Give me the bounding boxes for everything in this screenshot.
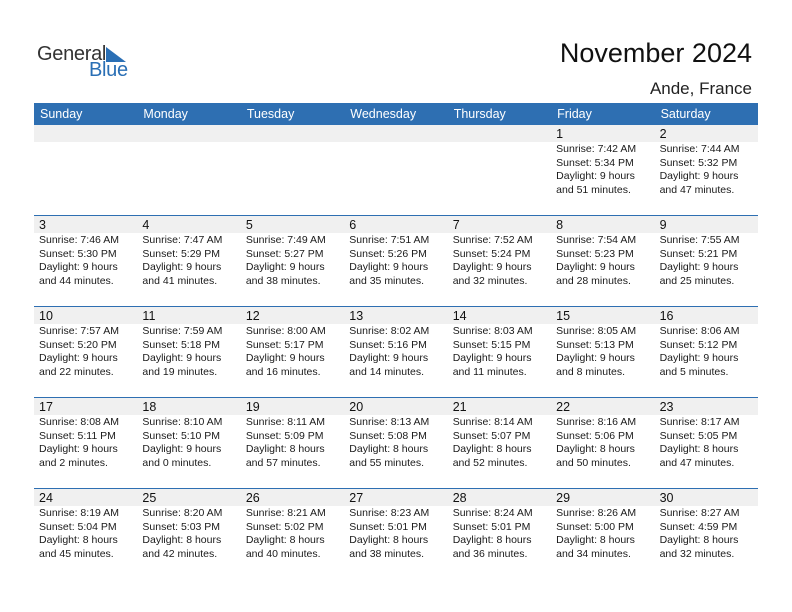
sunrise-text: Sunrise: 8:17 AM: [659, 416, 740, 428]
day-info: [655, 415, 758, 470]
day-number: 13: [344, 307, 447, 324]
daylight-text: Daylight: 8 hours: [142, 534, 222, 546]
day-info: [551, 142, 654, 197]
day-info: [344, 233, 447, 288]
minutes-text: and 34 minutes.: [556, 547, 631, 560]
day-info: [137, 506, 240, 561]
page-title: November 2024: [559, 38, 752, 68]
sunset-text: Sunset: 5:02 PM: [245, 520, 324, 533]
minutes-text: and 57 minutes.: [245, 456, 321, 469]
day-number: 23: [655, 398, 758, 415]
minutes-text: and 55 minutes.: [349, 456, 424, 469]
day-cell: [551, 216, 654, 306]
day-cell: [137, 125, 240, 215]
day-info: [344, 142, 447, 143]
daylight-text: Daylight: 9 hours: [245, 352, 325, 364]
week-row: [34, 488, 758, 579]
day-cell: [655, 398, 758, 488]
calendar: [34, 103, 758, 579]
sunset-text: Sunset: 5:24 PM: [452, 247, 531, 260]
sunset-text: Sunset: 5:27 PM: [245, 247, 324, 260]
day-cell: [655, 307, 758, 397]
location-subtitle: Ande, France: [649, 79, 752, 98]
day-info: [34, 324, 137, 379]
daylight-text: Daylight: 8 hours: [349, 443, 429, 455]
day-info: [34, 142, 137, 143]
day-cell: [551, 398, 654, 488]
sunset-text: Sunset: 5:08 PM: [349, 429, 427, 442]
sunrise-text: Sunrise: 7:51 AM: [349, 234, 430, 246]
day-number: 2: [655, 125, 758, 142]
day-info: [137, 324, 240, 379]
daylight-text: Daylight: 8 hours: [349, 534, 429, 546]
weekday-3: Wednesday: [350, 107, 417, 121]
sunrise-text: Sunrise: 8:19 AM: [39, 507, 119, 519]
sunset-text: Sunset: 5:17 PM: [245, 338, 324, 351]
day-info: [448, 142, 551, 143]
day-number: 18: [137, 398, 240, 415]
sunset-text: Sunset: 4:59 PM: [659, 520, 738, 533]
day-info: [241, 324, 344, 379]
minutes-text: and 28 minutes.: [556, 274, 631, 287]
minutes-text: and 38 minutes.: [349, 547, 424, 560]
daylight-text: Daylight: 9 hours: [556, 352, 635, 364]
sunset-text: Sunset: 5:01 PM: [349, 520, 427, 533]
daylight-text: Daylight: 9 hours: [659, 352, 739, 364]
daylight-text: Daylight: 9 hours: [556, 170, 635, 182]
day-info: [344, 415, 447, 470]
calendar-weeks: [34, 125, 758, 579]
daylight-text: Daylight: 9 hours: [452, 261, 532, 273]
logo: [37, 43, 137, 81]
daylight-text: Daylight: 9 hours: [39, 352, 118, 364]
minutes-text: and 40 minutes.: [245, 547, 321, 560]
minutes-text: and 5 minutes.: [659, 365, 729, 378]
sunrise-text: Sunrise: 8:00 AM: [245, 325, 326, 337]
sunset-text: Sunset: 5:13 PM: [556, 338, 634, 351]
sunrise-text: Sunrise: 8:08 AM: [39, 416, 119, 428]
week-row: [34, 125, 758, 215]
day-cell: [34, 125, 137, 215]
sunrise-text: Sunrise: 8:21 AM: [245, 507, 326, 519]
day-info: [344, 506, 447, 561]
day-number: 21: [448, 398, 551, 415]
weekday-0: Sunday: [40, 107, 83, 121]
day-number: 1: [551, 125, 654, 142]
minutes-text: and 14 minutes.: [349, 365, 424, 378]
day-cell: [241, 125, 344, 215]
day-number: [241, 125, 344, 142]
minutes-text: and 36 minutes.: [452, 547, 528, 560]
daylight-text: Daylight: 9 hours: [142, 443, 222, 455]
day-number: [448, 125, 551, 142]
sunrise-text: Sunrise: 8:23 AM: [349, 507, 430, 519]
day-info: [241, 506, 344, 561]
day-info: [551, 233, 654, 288]
sunrise-text: Sunrise: 7:44 AM: [659, 143, 740, 155]
day-number: 10: [34, 307, 137, 324]
day-cell: [655, 125, 758, 215]
sunrise-text: Sunrise: 8:26 AM: [556, 507, 637, 519]
day-cell: [241, 489, 344, 579]
weekday-6: Saturday: [660, 107, 711, 121]
day-info: [241, 415, 344, 470]
day-cell: [344, 489, 447, 579]
day-number: 25: [137, 489, 240, 506]
day-number: 22: [551, 398, 654, 415]
day-info: [344, 324, 447, 379]
week-row: [34, 306, 758, 397]
day-cell: [34, 216, 137, 306]
minutes-text: and 8 minutes.: [556, 365, 626, 378]
sunset-text: Sunset: 5:21 PM: [659, 247, 738, 260]
daylight-text: Daylight: 8 hours: [556, 534, 635, 546]
day-info: [137, 233, 240, 288]
sunrise-text: Sunrise: 8:03 AM: [452, 325, 533, 337]
weekday-1: Monday: [143, 107, 188, 121]
sunset-text: Sunset: 5:15 PM: [452, 338, 531, 351]
sunset-text: Sunset: 5:23 PM: [556, 247, 634, 260]
sunset-text: Sunset: 5:34 PM: [556, 156, 634, 169]
day-number: 26: [241, 489, 344, 506]
day-cell: [448, 307, 551, 397]
day-info: [448, 506, 551, 561]
day-number: 11: [137, 307, 240, 324]
daylight-text: Daylight: 8 hours: [452, 534, 532, 546]
sunrise-text: Sunrise: 7:52 AM: [452, 234, 533, 246]
sunset-text: Sunset: 5:03 PM: [142, 520, 221, 533]
minutes-text: and 25 minutes.: [659, 274, 735, 287]
minutes-text: and 19 minutes.: [142, 365, 218, 378]
daylight-text: Daylight: 8 hours: [245, 443, 325, 455]
sunrise-text: Sunrise: 8:02 AM: [349, 325, 430, 337]
minutes-text: and 22 minutes.: [39, 365, 114, 378]
daylight-text: Daylight: 8 hours: [39, 534, 118, 546]
day-cell: [241, 398, 344, 488]
daylight-text: Daylight: 9 hours: [39, 261, 118, 273]
weekday-4: Thursday: [453, 107, 506, 121]
minutes-text: and 47 minutes.: [659, 456, 735, 469]
sunrise-text: Sunrise: 7:47 AM: [142, 234, 223, 246]
day-cell: [137, 307, 240, 397]
daylight-text: Daylight: 9 hours: [39, 443, 118, 455]
sunset-text: Sunset: 5:07 PM: [452, 429, 531, 442]
day-number: 15: [551, 307, 654, 324]
day-number: 3: [34, 216, 137, 233]
day-info: [34, 415, 137, 470]
day-number: 4: [137, 216, 240, 233]
day-number: 14: [448, 307, 551, 324]
minutes-text: and 0 minutes.: [142, 456, 212, 469]
day-number: 7: [448, 216, 551, 233]
daylight-text: Daylight: 9 hours: [142, 352, 222, 364]
day-cell: [551, 489, 654, 579]
minutes-text: and 35 minutes.: [349, 274, 424, 287]
week-row: [34, 215, 758, 306]
sunset-text: Sunset: 5:18 PM: [142, 338, 221, 351]
day-number: 16: [655, 307, 758, 324]
day-cell: [241, 216, 344, 306]
day-cell: [448, 398, 551, 488]
sunset-text: Sunset: 5:11 PM: [39, 429, 116, 442]
minutes-text: and 2 minutes.: [39, 456, 108, 469]
sunrise-text: Sunrise: 7:57 AM: [39, 325, 119, 337]
sunrise-text: Sunrise: 8:13 AM: [349, 416, 430, 428]
minutes-text: and 32 minutes.: [659, 547, 735, 560]
day-cell: [551, 307, 654, 397]
day-info: [34, 233, 137, 288]
minutes-text: and 38 minutes.: [245, 274, 321, 287]
day-number: 24: [34, 489, 137, 506]
day-cell: [344, 125, 447, 215]
day-info: [241, 233, 344, 288]
sunrise-text: Sunrise: 7:55 AM: [659, 234, 740, 246]
sunset-text: Sunset: 5:30 PM: [39, 247, 117, 260]
sunset-text: Sunset: 5:05 PM: [659, 429, 738, 442]
minutes-text: and 51 minutes.: [556, 183, 631, 196]
day-cell: [241, 307, 344, 397]
sunrise-text: Sunrise: 8:11 AM: [245, 416, 326, 428]
day-cell: [137, 489, 240, 579]
weekday-2: Tuesday: [246, 107, 295, 121]
day-cell: [448, 125, 551, 215]
day-info: [448, 324, 551, 379]
day-number: 12: [241, 307, 344, 324]
daylight-text: Daylight: 9 hours: [452, 352, 532, 364]
day-cell: [551, 125, 654, 215]
sunset-text: Sunset: 5:00 PM: [556, 520, 634, 533]
weekday-5: Friday: [557, 107, 592, 121]
week-row: [34, 397, 758, 488]
daylight-text: Daylight: 9 hours: [142, 261, 222, 273]
day-cell: [34, 489, 137, 579]
day-number: 28: [448, 489, 551, 506]
day-number: 27: [344, 489, 447, 506]
weekday-header: [34, 103, 758, 125]
sunrise-text: Sunrise: 7:49 AM: [245, 234, 326, 246]
day-cell: [137, 216, 240, 306]
day-cell: [34, 307, 137, 397]
minutes-text: and 47 minutes.: [659, 183, 735, 196]
minutes-text: and 11 minutes.: [452, 365, 527, 378]
sunrise-text: Sunrise: 8:10 AM: [142, 416, 223, 428]
sunrise-text: Sunrise: 7:59 AM: [142, 325, 223, 337]
minutes-text: and 42 minutes.: [142, 547, 218, 560]
day-number: [137, 125, 240, 142]
day-info: [551, 324, 654, 379]
daylight-text: Daylight: 8 hours: [659, 443, 739, 455]
day-info: [241, 142, 344, 143]
day-number: 29: [551, 489, 654, 506]
day-info: [137, 415, 240, 470]
sunrise-text: Sunrise: 8:05 AM: [556, 325, 637, 337]
day-cell: [448, 216, 551, 306]
sunset-text: Sunset: 5:32 PM: [659, 156, 738, 169]
day-number: [344, 125, 447, 142]
day-number: 6: [344, 216, 447, 233]
sunrise-text: Sunrise: 8:24 AM: [452, 507, 533, 519]
sunrise-text: Sunrise: 8:20 AM: [142, 507, 223, 519]
daylight-text: Daylight: 8 hours: [245, 534, 325, 546]
day-cell: [137, 398, 240, 488]
minutes-text: and 50 minutes.: [556, 456, 631, 469]
sunrise-text: Sunrise: 7:54 AM: [556, 234, 637, 246]
day-info: [551, 506, 654, 561]
day-cell: [344, 307, 447, 397]
day-cell: [34, 398, 137, 488]
sunset-text: Sunset: 5:10 PM: [142, 429, 221, 442]
minutes-text: and 41 minutes.: [142, 274, 218, 287]
day-info: [448, 415, 551, 470]
sunset-text: Sunset: 5:12 PM: [659, 338, 738, 351]
sunset-text: Sunset: 5:20 PM: [39, 338, 117, 351]
daylight-text: Daylight: 9 hours: [556, 261, 635, 273]
day-number: 9: [655, 216, 758, 233]
day-info: [551, 415, 654, 470]
day-cell: [344, 216, 447, 306]
day-number: 19: [241, 398, 344, 415]
sunset-text: Sunset: 5:16 PM: [349, 338, 427, 351]
daylight-text: Daylight: 9 hours: [659, 170, 739, 182]
daylight-text: Daylight: 9 hours: [349, 352, 429, 364]
logo-word-general: General: [37, 43, 107, 65]
day-info: [655, 233, 758, 288]
day-number: 8: [551, 216, 654, 233]
day-info: [655, 142, 758, 197]
sunset-text: Sunset: 5:06 PM: [556, 429, 634, 442]
sunrise-text: Sunrise: 8:14 AM: [452, 416, 533, 428]
day-number: 30: [655, 489, 758, 506]
day-number: [34, 125, 137, 142]
daylight-text: Daylight: 8 hours: [556, 443, 635, 455]
minutes-text: and 32 minutes.: [452, 274, 528, 287]
day-number: 20: [344, 398, 447, 415]
daylight-text: Daylight: 8 hours: [452, 443, 532, 455]
day-number: 17: [34, 398, 137, 415]
daylight-text: Daylight: 8 hours: [659, 534, 739, 546]
daylight-text: Daylight: 9 hours: [349, 261, 429, 273]
day-cell: [344, 398, 447, 488]
day-info: [655, 506, 758, 561]
minutes-text: and 45 minutes.: [39, 547, 114, 560]
day-cell: [448, 489, 551, 579]
sunset-text: Sunset: 5:29 PM: [142, 247, 221, 260]
sunrise-text: Sunrise: 8:06 AM: [659, 325, 740, 337]
daylight-text: Daylight: 9 hours: [245, 261, 325, 273]
minutes-text: and 44 minutes.: [39, 274, 114, 287]
day-cell: [655, 216, 758, 306]
sunset-text: Sunset: 5:01 PM: [452, 520, 531, 533]
sunset-text: Sunset: 5:09 PM: [245, 429, 324, 442]
day-info: [137, 142, 240, 143]
logo-word-blue: Blue: [89, 59, 128, 81]
day-info: [448, 233, 551, 288]
daylight-text: Daylight: 9 hours: [659, 261, 739, 273]
day-cell: [655, 489, 758, 579]
sunrise-text: Sunrise: 7:46 AM: [39, 234, 119, 246]
sunset-text: Sunset: 5:04 PM: [39, 520, 117, 533]
sunrise-text: Sunrise: 8:27 AM: [659, 507, 740, 519]
minutes-text: and 52 minutes.: [452, 456, 528, 469]
day-info: [655, 324, 758, 379]
minutes-text: and 16 minutes.: [245, 365, 321, 378]
sunrise-text: Sunrise: 8:16 AM: [556, 416, 637, 428]
day-info: [34, 506, 137, 561]
sunset-text: Sunset: 5:26 PM: [349, 247, 427, 260]
day-number: 5: [241, 216, 344, 233]
sunrise-text: Sunrise: 7:42 AM: [556, 143, 637, 155]
